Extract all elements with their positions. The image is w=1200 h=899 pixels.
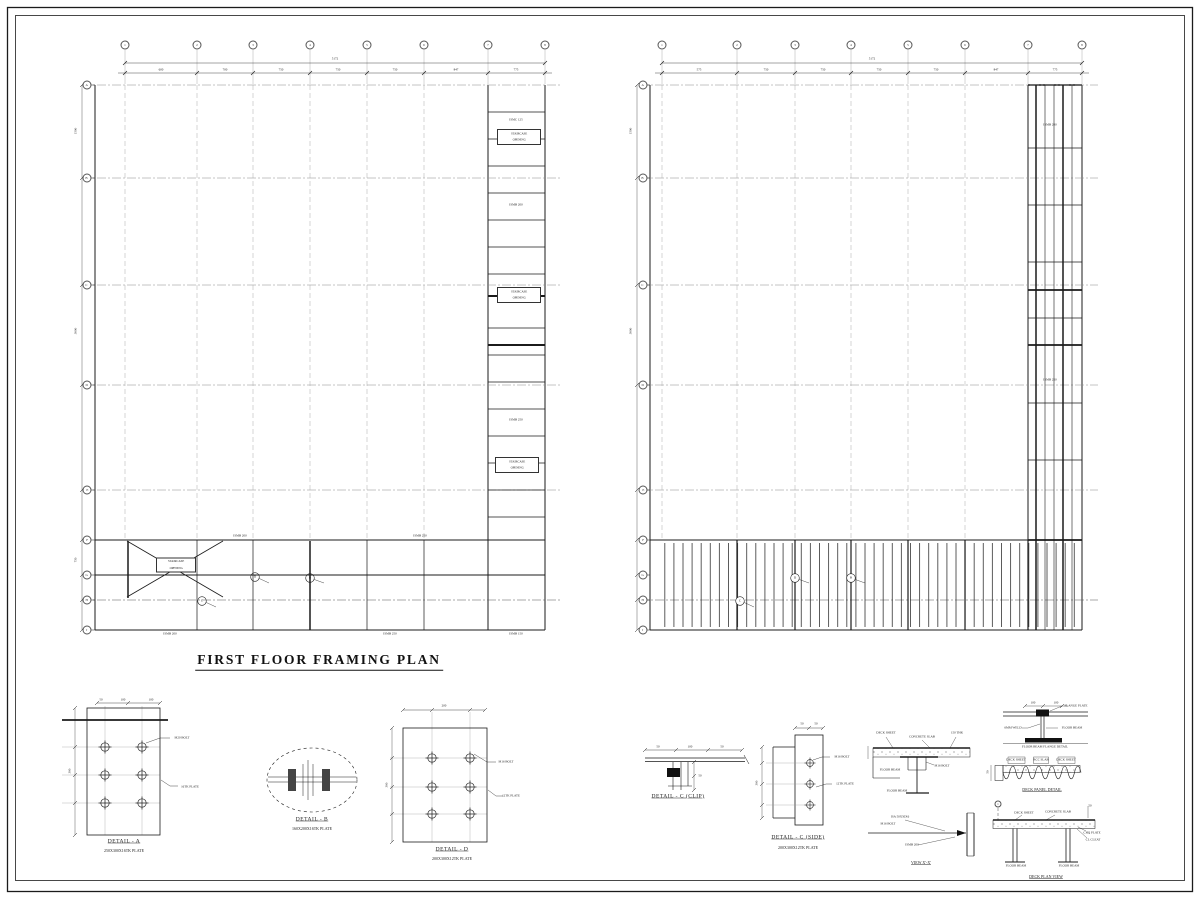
grid-bubble-label: J (642, 628, 644, 632)
viewx-cleat-label: ISA 50X50X6 (890, 814, 910, 819)
opening-box (497, 287, 541, 303)
detail-cside-plate-label: 12TK PLATE (836, 781, 854, 786)
detail-cclip-dim: 50 (656, 744, 660, 749)
beam-label: ISMB 200 (1043, 122, 1057, 127)
grid-bubble-label: 8 (1081, 43, 1083, 47)
bay-dim: 775 (1052, 67, 1058, 72)
section-bolt-label: M16 BOLT (934, 763, 950, 768)
grid-bubble-row (83, 596, 92, 605)
pview-slab-label: CONCRETE SLAB (1045, 809, 1071, 814)
callout-letter: D (253, 574, 257, 579)
opening-label: STAIRCASE (508, 460, 526, 464)
grid-bubble-label: 1 (124, 43, 126, 47)
pview-sheet-label: DECK SHEET (1014, 810, 1034, 815)
deck-slab-label: RCC SLAB (1033, 757, 1049, 762)
callout-letter: C (200, 598, 204, 603)
grid-bubble-row (83, 536, 92, 545)
grid-bubble-label: F (642, 538, 644, 542)
grid-bubble-col (1078, 41, 1087, 50)
detail-cclip-dim: 50 (698, 773, 702, 778)
grid-bubble-label: C (641, 283, 645, 287)
grid-bubble-label: H (641, 598, 645, 602)
grid-bubble-label: G (641, 573, 645, 577)
callout-letter: B (849, 575, 853, 580)
detail-a-dim: 300 (67, 768, 72, 774)
grid-bubble-row (639, 281, 648, 290)
opening-label: OPENING (512, 296, 526, 300)
side-dim: 1500 (73, 127, 78, 135)
bay-dim: 750 (820, 67, 826, 72)
bay-dim: 750 (876, 67, 882, 72)
detail-a-dim: 100 (148, 697, 154, 702)
beam-label: ISMB 200 (163, 631, 177, 636)
grid-bubble-label: 3 (794, 43, 796, 47)
beam-label: ISMB 250 (413, 533, 427, 538)
detail-d-size: 200X300X12TK PLATE (431, 856, 473, 861)
beam-label: ISMB 250 (383, 631, 397, 636)
grid-bubble-col (420, 41, 429, 50)
grid-bubble-detail (995, 801, 1002, 808)
grid-bubble-label: C (85, 283, 89, 287)
detail-cside-size: 200X300X12TK PLATE (777, 845, 819, 850)
bay-dim: 847 (453, 67, 459, 72)
bay-dim: 750 (278, 67, 284, 72)
grid-bubble-label: 1 (997, 802, 999, 806)
opening-label: OPENING (510, 466, 524, 470)
detail-cside-dim: 50 (814, 721, 818, 726)
grid-bubble-label: D (641, 383, 645, 387)
grid-bubble-row (639, 626, 648, 635)
section-slab-label: CONCRETE SLAB (909, 734, 935, 739)
bay-dim: 700 (222, 67, 228, 72)
grid-bubble-label: D (85, 383, 89, 387)
grid-bubble-label: 3 (252, 43, 254, 47)
pview-cleat-label: CL CLEAT (1085, 837, 1101, 842)
overall-dim: 5172 (331, 56, 339, 61)
opening-box (156, 558, 196, 573)
beamsec-plate-label: FLANGE PLATE (1064, 703, 1088, 708)
grid-bubble-row (83, 571, 92, 580)
opening-label: STAIRCASE (510, 132, 528, 136)
grid-bubble-label: E (85, 488, 89, 492)
grid-bubble-col (1024, 41, 1033, 50)
detail-a-dim: 100 (120, 697, 126, 702)
grid-bubble-row (639, 571, 648, 580)
grid-bubble-col (847, 41, 856, 50)
opening-label: OPENING (512, 138, 526, 142)
bay-dim: 575 (696, 67, 702, 72)
grid-bubble-col (658, 41, 667, 50)
grid-bubble-label: A (85, 83, 89, 87)
grid-bubble-col (484, 41, 493, 50)
grid-bubble-label: 5 (366, 43, 368, 47)
detail-cclip-caption: DETAIL - C (CLIP) (651, 792, 705, 799)
deck-sheet-label: DECK SHEET (1056, 757, 1076, 762)
opening-label: OPENING (169, 566, 183, 570)
beam-label: ISMB 150 (509, 631, 523, 636)
bay-dim: 847 (993, 67, 999, 72)
grid-bubble-col (791, 41, 800, 50)
opening-label: STAIRCASE (167, 560, 185, 564)
side-dim: 3000 (73, 327, 78, 335)
bay-dim: 750 (392, 67, 398, 72)
beam-label: ISMB 250 (1043, 377, 1057, 382)
deck-sheet-label: DECK SHEET (1006, 757, 1026, 762)
detail-a-size: 250X300X16TK PLATE (103, 848, 145, 853)
grid-bubble-row (639, 486, 648, 495)
grid-bubble-row (83, 174, 92, 183)
detail-b-caption: DETAIL - B (295, 815, 329, 822)
grid-bubble-label: H (85, 598, 89, 602)
grid-bubble-label: 5 (907, 43, 909, 47)
pview-beam-label: FLOOR BEAM (1005, 863, 1027, 868)
grid-bubble-row (83, 486, 92, 495)
detail-a-caption: DETAIL - A (107, 837, 141, 844)
grid-bubble-row (639, 174, 648, 183)
grid-bubble-col (249, 41, 258, 50)
bay-dim: 775 (513, 67, 519, 72)
grid-bubble-row (83, 381, 92, 390)
grid-bubble-label: G (85, 573, 89, 577)
callout-letter: D (793, 575, 797, 580)
detail-cclip-dim: 100 (687, 744, 693, 749)
viewx-caption: VIEW X'-X' (911, 860, 931, 865)
detail-b-size: 160X200X16TK PLATE (291, 826, 333, 831)
beamsec-dim: 100 (1030, 700, 1036, 705)
grid-bubble-col (904, 41, 913, 50)
beamsec-caption: FLOOR BEAM FLANGE DETAIL (1022, 744, 1068, 749)
grid-bubble-col (733, 41, 742, 50)
detail-cside-caption: DETAIL - C (SIDE) (771, 833, 825, 840)
pview-beam-label: FLOOR BEAM (1058, 863, 1080, 868)
bay-dim: 600 (158, 67, 164, 72)
detail-d-caption: DETAIL - D (435, 845, 469, 852)
bay-dim: 750 (763, 67, 769, 72)
bay-dim: 750 (335, 67, 341, 72)
detail-cside-dim: 300 (754, 780, 759, 786)
detail-a-plate-label: 16TK PLATE (181, 784, 199, 789)
pview-dim: 50 (1088, 803, 1092, 808)
grid-bubble-row (83, 281, 92, 290)
beam-label: ISMC 125 (509, 117, 523, 122)
detail-cside-dim: 50 (800, 721, 804, 726)
deck-caption: DECK PANEL DETAIL (1022, 787, 1062, 792)
grid-bubble-row (83, 81, 92, 90)
detail-d-dim: 200 (441, 703, 447, 708)
grid-bubble-col (121, 41, 130, 50)
grid-bubble-label: 4 (309, 43, 311, 47)
grid-bubble-label: 8 (544, 43, 546, 47)
grid-bubble-row (639, 596, 648, 605)
grid-bubble-col (363, 41, 372, 50)
detail-cclip-dim: 50 (720, 744, 724, 749)
grid-bubble-label: 7 (487, 43, 489, 47)
section-deck-label: DECK SHEET (876, 730, 896, 735)
callout-letter: C (738, 598, 742, 603)
grid-bubble-row (83, 626, 92, 635)
grid-bubble-col (961, 41, 970, 50)
side-dim: 3000 (628, 327, 633, 335)
detail-cside-bolt-label: M16 BOLT (834, 754, 850, 759)
callout-letter: B (308, 575, 312, 580)
grid-bubble-row (639, 381, 648, 390)
grid-bubble-col (541, 41, 550, 50)
opening-box (495, 457, 539, 473)
detail-a-dim: 50 (99, 697, 103, 702)
grid-bubble-col (193, 41, 202, 50)
side-dim: 750 (73, 557, 78, 563)
grid-bubble-label: E (641, 488, 645, 492)
detail-d-plate-label: 12TK PLATE (502, 793, 520, 798)
detail-a-bolt-label: M20 BOLT (174, 735, 190, 740)
section-beam-label: FLOOR BEAM (879, 767, 901, 772)
beamsec-beam-label: FLOOR BEAM (1061, 725, 1083, 730)
grid-bubble-label: 2 (736, 43, 738, 47)
pview-chq-label: CHQ PLATE (1083, 830, 1101, 835)
section-beam-label: FLOOR BEAM (886, 788, 908, 793)
grid-bubble-label: 6 (423, 43, 425, 47)
grid-bubble-label: 1 (661, 43, 663, 47)
opening-box (497, 129, 541, 145)
beam-label: ISMB 250 (509, 417, 523, 422)
grid-bubble-row (639, 81, 648, 90)
pview-caption: DECK PLAN VIEW (1029, 874, 1063, 879)
grid-bubble-label: A (641, 83, 645, 87)
beam-label: ISMB 200 (233, 533, 247, 538)
detail-d-bolt-label: M16 BOLT (498, 759, 514, 764)
section-thk-label: 150 THK (950, 730, 964, 735)
grid-bubble-label: F (86, 538, 88, 542)
grid-bubble-label: J (86, 628, 88, 632)
opening-label: STAIRCASE (510, 290, 528, 294)
grid-bubble-label: B (641, 176, 645, 180)
side-dim: 1500 (628, 127, 633, 135)
deck-dim: 50 (985, 770, 990, 774)
overall-dim: 5172 (868, 56, 876, 61)
bay-dim: 750 (933, 67, 939, 72)
grid-bubble-label: 7 (1027, 43, 1029, 47)
grid-bubble-label: B (85, 176, 89, 180)
beamsec-dim: 100 (1053, 700, 1059, 705)
grid-bubble-col (306, 41, 315, 50)
grid-bubble-label: 4 (850, 43, 852, 47)
beam-label: ISMB 200 (509, 202, 523, 207)
viewx-beam-label: ISMB 200 (905, 842, 919, 847)
grid-bubble-label: 6 (964, 43, 966, 47)
detail-d-dim: 300 (384, 782, 389, 788)
plan-title: FIRST FLOOR FRAMING PLAN (195, 652, 443, 671)
grid-bubble-row (639, 536, 648, 545)
beamsec-weld-label: 6MM WELD (1004, 725, 1022, 730)
grid-bubble-label: 2 (196, 43, 198, 47)
viewx-bolt-label: M16 BOLT (880, 821, 896, 826)
